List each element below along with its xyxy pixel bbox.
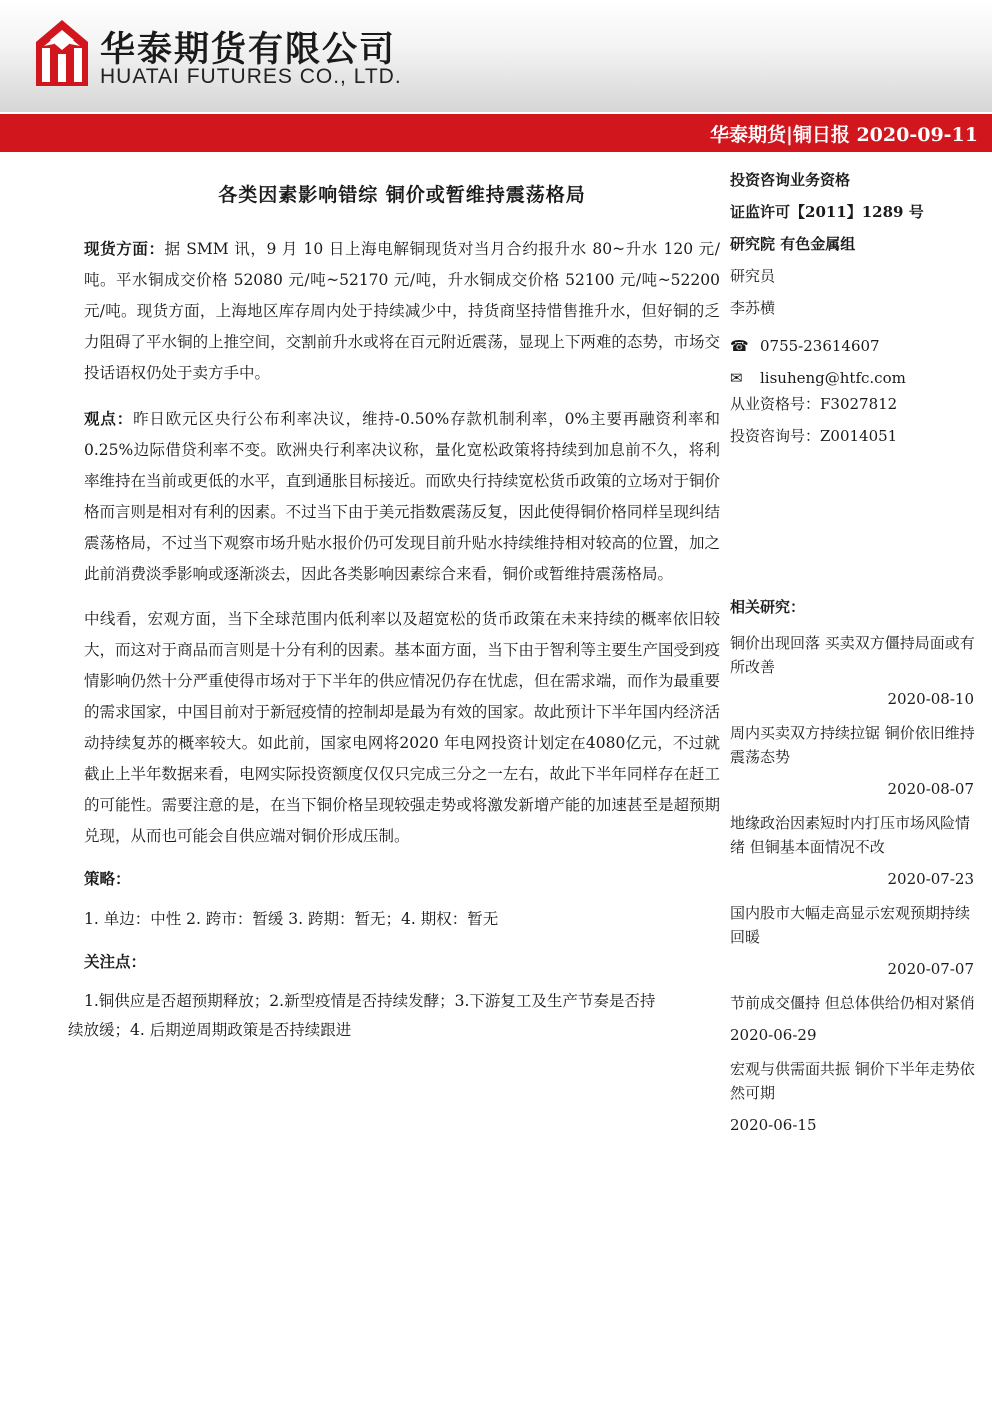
focus-line-1: 1.铜供应是否超预期释放；2.新型疫情是否持续发酵；3.下游复工及生产节奏是否持 <box>84 992 656 1010</box>
cert-number: 从业资格号：F3027812 <box>730 395 898 413</box>
strategy-heading: 策略： <box>84 869 131 888</box>
phone-icon: ☎ <box>730 337 749 355</box>
spot-lead: 现货方面： <box>84 239 165 258</box>
report-banner <box>0 114 992 152</box>
view-paragraph <box>84 403 720 590</box>
related-date: 2020-06-15 <box>730 1116 817 1134</box>
related-list <box>730 631 980 1137</box>
qualification: 投资咨询业务资格 <box>730 171 851 189</box>
related-date: 2020-06-29 <box>730 1026 817 1044</box>
related-title[interactable]: 宏观与供需面共振 铜价下半年走势依然可期 <box>730 1060 975 1102</box>
related-heading: 相关研究： <box>730 598 806 616</box>
email-row <box>730 362 980 394</box>
related-title[interactable]: 周内买卖双方持续拉锯 铜价依旧维持震荡态势 <box>730 724 975 766</box>
related-title[interactable]: 铜价出现回落 买卖双方僵持局面或有所改善 <box>730 634 975 676</box>
related-title[interactable]: 节前成交僵持 但总体供给仍相对紧俏 <box>730 994 975 1012</box>
company-name-en: HUATAI FUTURES CO., LTD. <box>100 65 402 88</box>
phone-row <box>730 330 980 362</box>
sidebar <box>730 170 980 1147</box>
focus-heading: 关注点： <box>84 952 147 971</box>
report-banner-text: 华泰期货|铜日报 2020-09-11 <box>709 124 978 146</box>
header-band <box>0 0 992 112</box>
related-title[interactable]: 国内股市大幅走高显示宏观预期持续回暖 <box>730 904 971 946</box>
focus-line-2: 续放缓；4. 后期逆周期政策是否持续跟进 <box>68 1021 352 1039</box>
spot-paragraph <box>84 233 720 389</box>
consult-number: 投资咨询号：Z0014051 <box>730 427 898 445</box>
related-title[interactable]: 地缘政治因素短时内打压市场风险情绪 但铜基本面情况不改 <box>730 814 971 856</box>
author-name: 李苏横 <box>730 299 776 317</box>
related-date: 2020-07-23 <box>887 870 974 888</box>
related-date: 2020-07-07 <box>887 960 974 978</box>
view-lead: 观点： <box>84 409 134 428</box>
main-content <box>68 180 720 1045</box>
phone-number: 0755-23614607 <box>760 337 880 355</box>
department: 研究院 有色金属组 <box>730 235 856 253</box>
license: 证监许可【2011】1289 号 <box>730 203 924 221</box>
related-date: 2020-08-07 <box>887 780 974 798</box>
view-text: 昨日欧元区央行公布利率决议，维持-0.50%存款机制利率，0%主要再融资利率和0.25%边际借贷利率不变。欧洲央行利率决议称，量化宽松政策将持续到加息前不久，将利率维持在当前或更低的水平，直到通胀目标接近。而欧央行持续宽松货币政策的立场对于铜价格而言则是相对有利的因素。不过当下由于美元指数震荡反复，因此使得铜价格同样呈现纠结震荡格局，不过当下观察市场升贴水报价仍可发现目前升贴水持续维持相对较高的位置，加之此前消费淡季影响或逐渐淡去，因此各类影响因素综合来看，铜价或暂维持震荡格局。 <box>84 410 720 583</box>
company-logo-icon <box>34 18 90 88</box>
strategy-text: 1. 单边：中性 2. 跨市：暂缓 3. 跨期：暂无；4. 期权：暂无 <box>84 910 499 928</box>
company-name-cn: 华泰期货有限公司 <box>100 30 397 70</box>
focus-points <box>68 987 720 1045</box>
email-address[interactable]: lisuheng@htfc.com <box>760 369 906 387</box>
midterm-paragraph: 中线看，宏观方面，当下全球范围内低利率以及超宽松的货币政策在未来持续的概率依旧较大，而这对于商品而言则是十分有利的因素。基本面方面，当下由于智利等主要生产国受到疫情影响仍然十分严重使得市场对于下半年的供应情况仍存在忧虑，但在需求端，而作为最重要的需求国家，中国目前对于新冠疫情的控制却是最为有效的国家。故此预计下半年国内经济活动持续复苏的概率较大。如此前，国家电网将2020 年电网投资计划定在4080亿元，不过就截止上半年数据来看，电网实际投资额度仅仅只完成三分之一左右，故此下半年同样存在赶工的可能性。需要注意的是，在当下铜价格呈现较强走势或将激发新增产能的加速甚至是超预期兑现，从而也可能会自供应端对铜价形成压制。 <box>84 610 720 845</box>
related-date: 2020-08-10 <box>887 690 974 708</box>
author-role: 研究员 <box>730 267 776 285</box>
report-title: 各类因素影响错综 铜价或暂维持震荡格局 <box>218 184 586 206</box>
mail-icon: ✉ <box>730 369 743 387</box>
spot-text: 据 SMM 讯，9 月 10 日上海电解铜现货对当月合约报升水 80~升水 120 元/吨。平水铜成交价格 52080 元/吨~52170 元/吨，升水铜成交价格 52100 元/吨~52200 元/吨。现货方面，上海地区库存周内处于持续减少中，持货商坚持惜售推升水，但好铜的乏力阻碍了平水铜的上推空间，交割前升水或将在百元附近震荡，显现上下两难的态势，市场交投话语权仍处于卖方手中。 <box>84 240 720 382</box>
